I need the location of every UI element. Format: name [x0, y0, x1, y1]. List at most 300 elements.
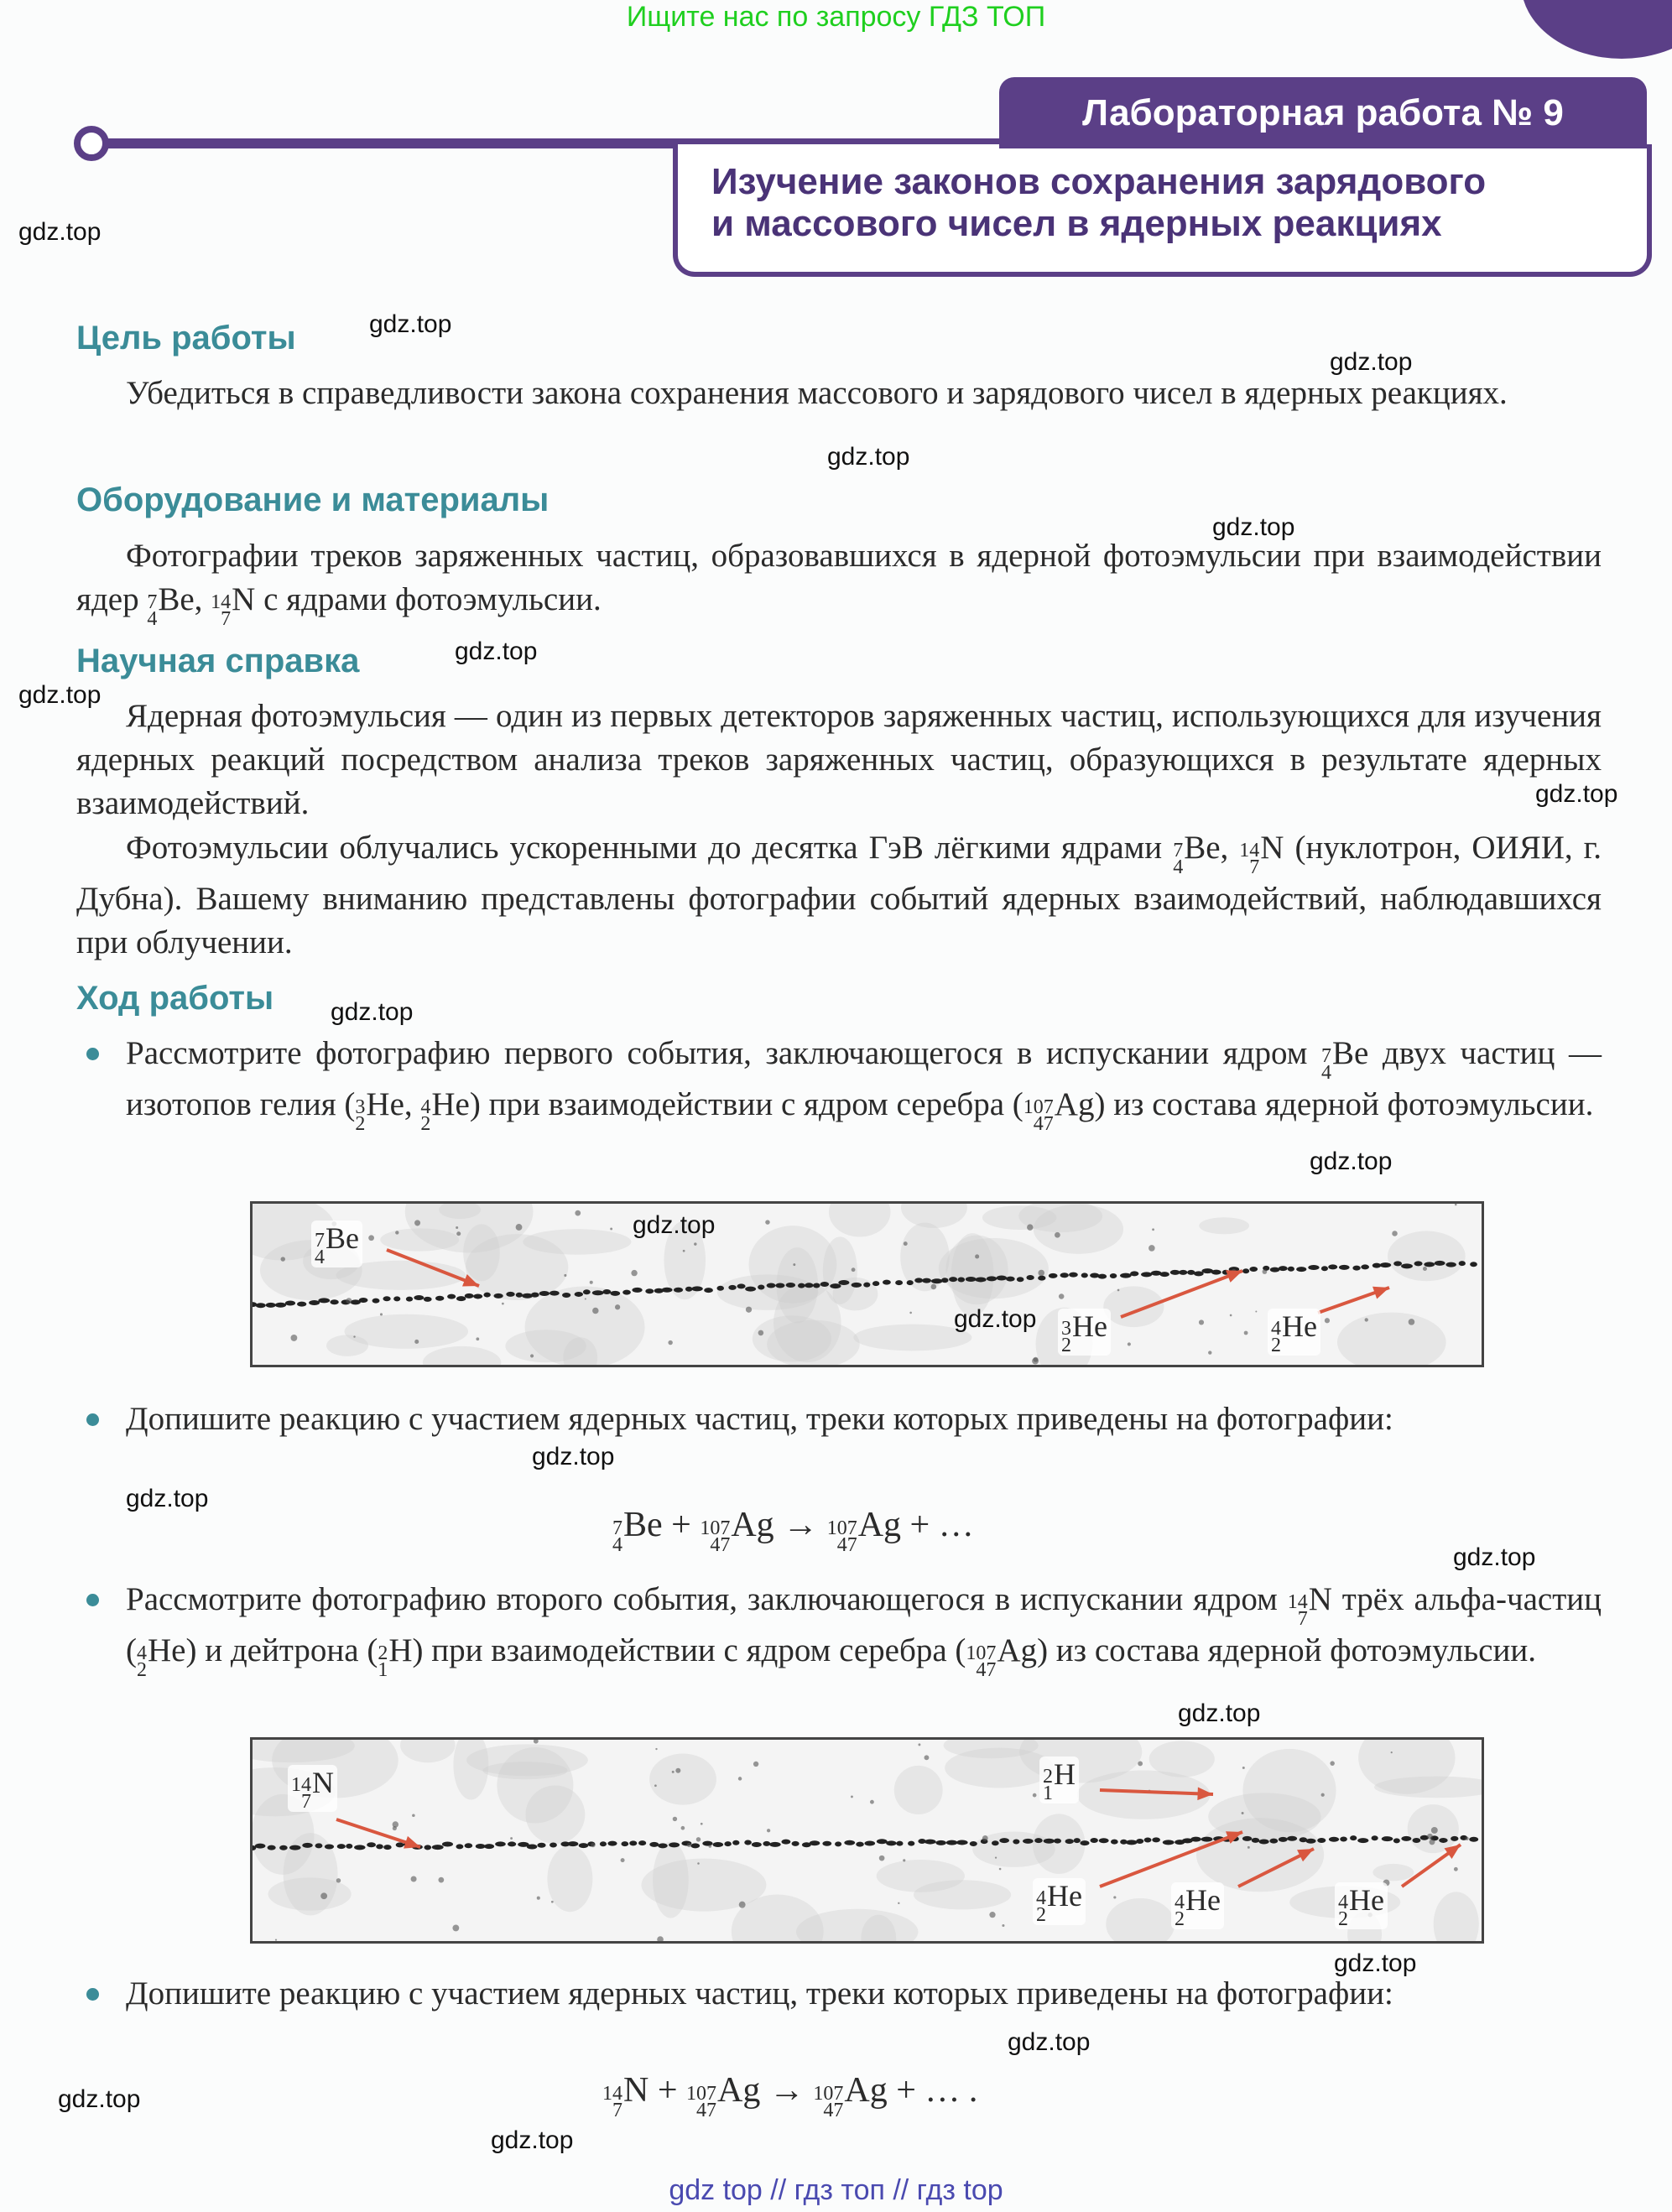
track-grain	[562, 1293, 570, 1298]
grain	[1454, 1867, 1458, 1871]
mass-number: 7	[147, 591, 158, 613]
mass-charge	[137, 1642, 147, 1681]
mass-number: 107	[1023, 1096, 1054, 1118]
track-grain	[935, 1840, 945, 1845]
track-grain	[256, 1303, 266, 1308]
mass-number: 3	[1061, 1318, 1071, 1340]
element-symbol: He	[1282, 1309, 1317, 1343]
track-grain	[1393, 1838, 1400, 1843]
bullet-icon	[86, 1594, 99, 1606]
grain	[591, 1843, 595, 1847]
element-symbol: Be	[1332, 1035, 1369, 1071]
text-segment: ,	[1220, 830, 1240, 866]
track-grain	[367, 1842, 376, 1847]
track-grain	[1317, 1838, 1326, 1843]
track-grain	[896, 1841, 903, 1846]
mass-charge	[1061, 1320, 1071, 1354]
grain	[411, 1876, 417, 1882]
track-grain	[629, 1840, 637, 1845]
grain	[516, 1224, 523, 1231]
track-grain	[376, 1844, 383, 1849]
charge-number: 4	[315, 1247, 325, 1268]
track-grain	[527, 1844, 538, 1849]
mass-number: 4	[137, 1642, 147, 1664]
reaction-equation-1	[612, 1502, 974, 1555]
emulsion-blot	[1372, 1864, 1414, 1881]
track-grain	[1372, 1835, 1378, 1840]
search-banner: Ищите нас по запросу ГДЗ ТОП	[626, 1, 1046, 33]
track-grain	[996, 1276, 1007, 1281]
track-grain	[424, 1297, 432, 1302]
track-grain	[1080, 1840, 1089, 1845]
track-grain	[704, 1288, 713, 1293]
track-grain	[1074, 1838, 1081, 1843]
grain	[1465, 1837, 1468, 1840]
grain	[904, 1241, 908, 1246]
grain	[275, 1939, 277, 1940]
track-grain	[383, 1296, 390, 1301]
mass-charge	[686, 2085, 716, 2119]
track-grain	[435, 1296, 444, 1301]
track-grain	[432, 1845, 444, 1850]
grain	[1429, 1839, 1435, 1845]
track-grain	[1470, 1262, 1477, 1267]
grain	[1208, 1351, 1211, 1354]
track-grain	[1090, 1273, 1099, 1278]
mass-charge	[420, 1096, 431, 1135]
mass-charge	[1036, 1887, 1046, 1926]
grain	[1423, 1267, 1427, 1271]
track-grain	[325, 1845, 334, 1850]
charge-number: 2	[1271, 1335, 1281, 1356]
track-grain	[1136, 1839, 1143, 1844]
grain	[1242, 1812, 1244, 1814]
grain	[395, 1231, 398, 1234]
goal-text	[76, 372, 1602, 415]
track-grain	[863, 1283, 870, 1288]
track-grain	[1034, 1838, 1043, 1843]
mass-number: 7	[1321, 1045, 1331, 1067]
track-grain	[1069, 1273, 1078, 1278]
watermark: gdz.top	[1535, 780, 1618, 808]
step-text	[126, 1035, 1602, 1135]
mass-charge	[1271, 1320, 1281, 1354]
track-grain	[946, 1840, 958, 1845]
watermark: gdz.top	[532, 1443, 615, 1470]
track-grain	[1401, 1263, 1413, 1268]
mass-charge	[1338, 1894, 1348, 1928]
track-grain	[1099, 1838, 1109, 1843]
grain	[673, 1817, 677, 1821]
nuclide	[1024, 1083, 1095, 1134]
track-grain	[550, 1843, 557, 1848]
text-segment: Допишите реакцию с участием ядерных частиц, треки которых приведены на фотографии:	[126, 1975, 1393, 2012]
mass-number: 107	[826, 1517, 857, 1539]
grain	[879, 1855, 885, 1861]
charge-number: 2	[1175, 1908, 1185, 1930]
grain	[1002, 1924, 1004, 1927]
track-grain	[835, 1841, 841, 1846]
track-grain	[1054, 1839, 1061, 1844]
grain	[851, 1795, 853, 1798]
grain	[1242, 1767, 1245, 1769]
equipment-heading: Оборудование и материалы	[76, 481, 550, 518]
label-he4-b	[1171, 1882, 1224, 1929]
track-grain	[621, 1841, 628, 1846]
emulsion-blot	[649, 1754, 716, 1805]
mass-number: 107	[686, 2083, 717, 2105]
mass-number: 4	[1036, 1887, 1046, 1909]
track-grain	[638, 1840, 646, 1845]
track-grain	[1170, 1270, 1180, 1275]
charge-number: 47	[976, 1659, 997, 1681]
mass-charge	[147, 591, 158, 630]
track-grain	[537, 1843, 545, 1848]
track-grain	[1190, 1837, 1201, 1842]
track-grain	[275, 1303, 286, 1308]
grain	[1199, 1319, 1204, 1325]
track-grain	[1296, 1267, 1306, 1272]
track-grain	[999, 1838, 1009, 1843]
track-grain	[744, 1840, 752, 1845]
text-segment: ) при взаимодействии с ядром серебра (	[412, 1632, 966, 1668]
track-grain	[1006, 1277, 1015, 1282]
track-grain	[690, 1843, 700, 1848]
track-grain	[669, 1842, 680, 1847]
grain	[852, 1267, 856, 1272]
emulsion-blot	[749, 1226, 837, 1303]
grain	[982, 1835, 988, 1841]
track-grain	[1287, 1836, 1297, 1841]
nuclide	[1173, 826, 1220, 877]
track-grain	[1159, 1272, 1169, 1277]
track-grain	[1258, 1840, 1268, 1845]
track-grain	[752, 1842, 762, 1847]
track-grain	[966, 1277, 977, 1282]
mass-number: 14	[291, 1774, 311, 1796]
text-segment: →	[760, 2071, 814, 2110]
step-2	[126, 1397, 1602, 1441]
watermark: gdz.top	[18, 218, 102, 246]
track-grain	[1357, 1838, 1368, 1843]
track-grain	[1090, 1838, 1097, 1843]
track-grain	[922, 1278, 931, 1283]
track-grain	[1321, 1266, 1328, 1271]
emulsion-blot	[380, 1228, 459, 1251]
grain	[870, 1800, 874, 1804]
mass-charge	[1043, 1768, 1053, 1802]
track-grain	[1017, 1277, 1024, 1282]
grain	[1330, 1761, 1335, 1766]
grain	[631, 1270, 637, 1276]
track-grain	[649, 1842, 659, 1847]
track-grain	[716, 1286, 724, 1291]
track-grain	[1044, 1839, 1055, 1844]
nuclide	[686, 2067, 760, 2121]
emulsion-blot	[482, 1762, 567, 1779]
charge-number: 7	[612, 2100, 622, 2121]
mass-number: 4	[420, 1096, 431, 1118]
track-grain	[895, 1280, 903, 1285]
grain	[655, 1748, 657, 1750]
track-grain	[691, 1286, 703, 1291]
track-grain	[632, 1288, 642, 1293]
track-grain	[337, 1844, 346, 1849]
charge-number: 47	[823, 2100, 844, 2121]
grain	[898, 1902, 899, 1904]
mass-charge	[1023, 1096, 1054, 1135]
track-grain	[1242, 1836, 1252, 1841]
grain	[1325, 1318, 1330, 1323]
track-grain	[956, 1840, 968, 1845]
mass-number: 4	[1338, 1892, 1348, 1913]
track-grain	[465, 1843, 473, 1848]
charge-number: 47	[1033, 1113, 1054, 1135]
watermark: gdz.top	[18, 681, 102, 709]
element-symbol: Ag	[717, 2071, 761, 2110]
text-segment: ) из состава ядерной фотоэмульсии.	[1094, 1086, 1594, 1122]
track-image	[253, 1740, 1482, 1941]
track-grain	[872, 1281, 879, 1286]
nuclide	[1175, 1882, 1221, 1929]
track-grain	[786, 1283, 796, 1288]
track-grain	[1451, 1836, 1458, 1841]
track-grain	[685, 1287, 693, 1292]
nuclide	[1338, 1882, 1384, 1929]
corner-decoration	[1521, 0, 1672, 59]
grain	[530, 1354, 534, 1357]
track-grain	[483, 1293, 490, 1298]
track-grain	[516, 1293, 523, 1298]
nuclide	[291, 1765, 334, 1812]
track-grain	[1393, 1261, 1402, 1266]
grain	[758, 1330, 764, 1336]
emulsion-blot	[1103, 1286, 1164, 1327]
label-he4-a	[1033, 1878, 1086, 1925]
track-grain	[1110, 1273, 1117, 1278]
track-grain	[302, 1843, 312, 1848]
label-he4-c	[1335, 1882, 1388, 1929]
grain	[438, 1877, 444, 1883]
track-grain	[1249, 1267, 1258, 1272]
watermark: gdz.top	[827, 443, 910, 471]
watermark: gdz.top	[369, 310, 452, 338]
track-grain	[1328, 1264, 1337, 1269]
mass-number: 2	[378, 1642, 388, 1664]
emulsion-blot	[1242, 1749, 1336, 1832]
track-grain	[1469, 1837, 1478, 1842]
track-grain	[907, 1280, 914, 1285]
grain	[320, 1892, 327, 1899]
grain	[380, 1313, 383, 1315]
charge-number: 7	[301, 1791, 311, 1813]
grain	[709, 1845, 712, 1848]
track-grain	[1060, 1273, 1069, 1278]
track-grain	[949, 1277, 957, 1282]
mass-charge	[826, 1517, 857, 1556]
track-grain	[531, 1293, 539, 1298]
label-he4	[1268, 1309, 1320, 1356]
watermark: gdz.top	[1178, 1699, 1261, 1727]
grain	[456, 1231, 461, 1236]
track-grain	[992, 1840, 999, 1845]
grain	[610, 1228, 612, 1231]
track-grain	[406, 1297, 413, 1302]
track-grain	[724, 1841, 731, 1846]
emulsion-blot	[951, 1233, 994, 1316]
track-grain	[1151, 1271, 1162, 1276]
track-grain	[550, 1291, 560, 1296]
text-segment: ,	[404, 1086, 421, 1122]
element-symbol: Ag	[731, 1506, 774, 1544]
mass-charge	[291, 1774, 311, 1813]
track-grain	[1269, 1839, 1278, 1844]
watermark: gdz.top	[491, 2126, 574, 2154]
footer-links[interactable]: gdz top // гдз топ // гдз top	[669, 2174, 1003, 2206]
element-symbol: Ag	[844, 2071, 888, 2110]
text-segment: ,	[194, 581, 211, 617]
track-grain	[852, 1283, 862, 1288]
track-grain	[622, 1290, 631, 1295]
track-grain	[1098, 1274, 1107, 1279]
emulsion-blot	[982, 1205, 1056, 1230]
mass-number: 107	[700, 1517, 731, 1539]
track-grain	[1179, 1270, 1187, 1275]
grain	[1392, 1231, 1398, 1236]
track-grain	[970, 1841, 977, 1846]
text-segment: Рассмотрите фотографию второго события, заключающегося в испускании ядром	[126, 1581, 1288, 1617]
track-grain	[476, 1844, 486, 1849]
event-photo-1	[250, 1201, 1484, 1367]
nuclide	[1321, 1032, 1368, 1083]
text-segment: Убедиться в справедливости закона сохранения массового и зарядового чисел в ядерных реакциях.	[126, 375, 1508, 411]
text-segment: Допишите реакцию с участием ядерных частиц, треки которых приведены на фотографии:	[126, 1401, 1393, 1437]
grain	[694, 1242, 696, 1245]
mass-number: 4	[1175, 1892, 1185, 1913]
track-grain	[1279, 1837, 1288, 1842]
watermark: gdz.top	[1008, 2028, 1091, 2056]
track-grain	[1372, 1263, 1381, 1268]
watermark: gdz.top	[633, 1211, 716, 1239]
track-grain	[602, 1289, 611, 1294]
grain	[918, 1743, 920, 1746]
track-grain	[1445, 1262, 1456, 1267]
charge-number: 2	[1036, 1904, 1046, 1926]
text-segment: трёх альфа-частиц (	[126, 1581, 1602, 1668]
emulsion-blot	[463, 1224, 500, 1281]
track-grain	[1339, 1265, 1350, 1270]
track-grain	[456, 1844, 463, 1849]
track-grain	[1459, 1261, 1466, 1266]
track-grain	[674, 1288, 683, 1293]
nuclide	[378, 1629, 412, 1680]
charge-number: 2	[355, 1113, 366, 1135]
track-grain	[1141, 1272, 1152, 1277]
text-segment: +	[662, 1506, 701, 1544]
nuclide	[1239, 826, 1284, 877]
track-grain	[330, 1299, 338, 1304]
track-grain	[763, 1841, 770, 1846]
bullet-icon	[86, 1048, 99, 1060]
track-grain	[1352, 1266, 1360, 1271]
track-grain	[1414, 1261, 1423, 1266]
step-text	[126, 1975, 1393, 2012]
grain	[765, 1220, 769, 1224]
grain	[995, 1857, 997, 1859]
track-grain	[838, 1280, 849, 1285]
step-4	[126, 1972, 1602, 2016]
track-grain	[297, 1302, 306, 1307]
grain	[681, 1826, 685, 1830]
subtitle-line: Изучение законов сохранения зарядового	[711, 161, 1487, 202]
grain	[290, 1335, 297, 1341]
track-grain	[775, 1283, 784, 1288]
track-grain	[255, 1844, 266, 1849]
track-grain	[1111, 1840, 1118, 1845]
grain	[1149, 1245, 1155, 1252]
track-grain	[1329, 1837, 1339, 1842]
grain	[1391, 1751, 1393, 1753]
element-symbol: Be	[326, 1221, 359, 1255]
charge-number: 2	[1061, 1335, 1071, 1356]
text-segment: Фотографии треков заряженных частиц, образовавшихся в ядерной фотоэмульсии при взаимодействии ядер	[76, 538, 1602, 617]
emulsion-blot	[1388, 1231, 1466, 1282]
track-grain	[592, 1290, 604, 1295]
track-grain	[346, 1844, 352, 1849]
track-grain	[465, 1293, 474, 1299]
track-grain	[957, 1277, 965, 1282]
procedure-heading: Ход работы	[76, 980, 274, 1017]
element-symbol: N	[623, 2071, 649, 2110]
track-grain	[575, 1292, 583, 1297]
track-grain	[1380, 1262, 1392, 1267]
label-n14	[288, 1765, 337, 1812]
element-symbol: Ag	[857, 1506, 902, 1544]
track-grain	[583, 1289, 591, 1294]
track-grain	[877, 1839, 888, 1844]
element-symbol: N	[1260, 830, 1284, 866]
charge-number: 47	[836, 1534, 857, 1556]
track-grain	[359, 1298, 368, 1303]
grain	[1033, 1357, 1038, 1362]
charge-number: 47	[696, 2100, 717, 2121]
track-grain	[925, 1840, 936, 1845]
element-symbol: Ag	[997, 1632, 1038, 1668]
grain	[672, 1771, 675, 1773]
step-text	[126, 1581, 1602, 1681]
reference-heading: Научная справка	[76, 643, 360, 679]
grain	[1033, 1793, 1037, 1798]
mass-number: 7	[1173, 840, 1184, 861]
nuclide	[355, 1083, 404, 1134]
track-grain	[285, 1300, 295, 1305]
text-segment: с ядрами фотоэмульсии.	[255, 581, 602, 617]
track-grain	[318, 1298, 330, 1303]
nuclide	[1061, 1309, 1107, 1356]
grain	[1138, 1762, 1143, 1767]
mass-charge	[700, 1517, 731, 1556]
nuclide	[1043, 1757, 1076, 1803]
track-grain	[820, 1282, 830, 1287]
grain	[701, 1823, 703, 1825]
track-grain	[1361, 1264, 1369, 1269]
grain	[675, 1768, 680, 1773]
track-grain	[1424, 1262, 1435, 1267]
emulsion-blot	[1199, 1217, 1249, 1234]
grain	[738, 1777, 742, 1780]
mass-charge	[612, 1517, 622, 1556]
emulsion-blot	[945, 1748, 1054, 1788]
